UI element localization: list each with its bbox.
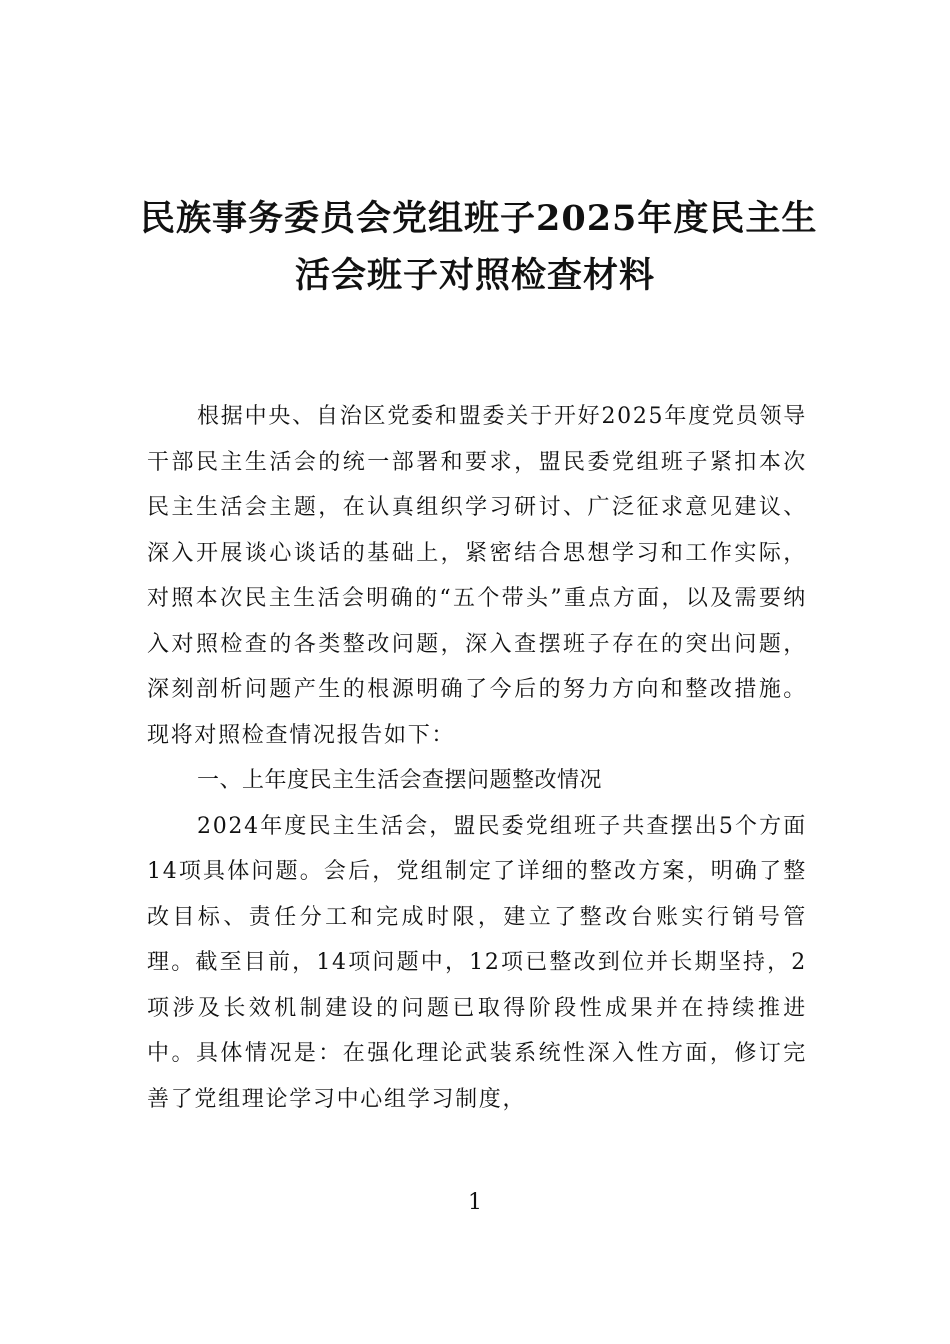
- intro-paragraph: 根据中央、自治区党委和盟委关于开好2025年度党员领导干部民主生活会的统一部署和要求，盟民委党组班子紧扣本次民主生活会主题，在认真组织学习研讨、广泛征求意见建议、深入开展谈心谈话的基础上，紧密结合思想学习和工作实际，对照本次民主生活会明确的“五个带头”重点方面，以及需要纳入对照检查的各类整改问题，深入查摆班子存在的突出问题，深刻剖析问题产生的根源明确了今后的努力方向和整改措施。现将对照检查情况报告如下：: [147, 404, 807, 748]
- title-line-1: 民族事务委员会党组班子2025年度民主生: [140, 198, 818, 239]
- section-1-paragraph: 2024年度民主生活会，盟民委党组班子共查摆出5个方面14项具体问题。会后，党组制定了详细的整改方案，明确了整改目标、责任分工和完成时限，建立了整改台账实行销号管理。截至目前，14项问题中，12项已整改到位并长期坚持，2项涉及长效机制建设的问题已取得阶段性成果并在持续推进中。具体情况是：在强化理论武装系统性深入性方面，修订完善了党组理论学习中心组学习制度，: [147, 813, 807, 1112]
- document-body: [147, 394, 807, 1122]
- section-heading-1: 一、上年度民主生活会查摆问题整改情况: [197, 768, 603, 793]
- page-number: 1: [468, 1190, 482, 1215]
- document-title: [140, 190, 818, 304]
- title-line-2: 活会班子对照检查材料: [294, 255, 655, 296]
